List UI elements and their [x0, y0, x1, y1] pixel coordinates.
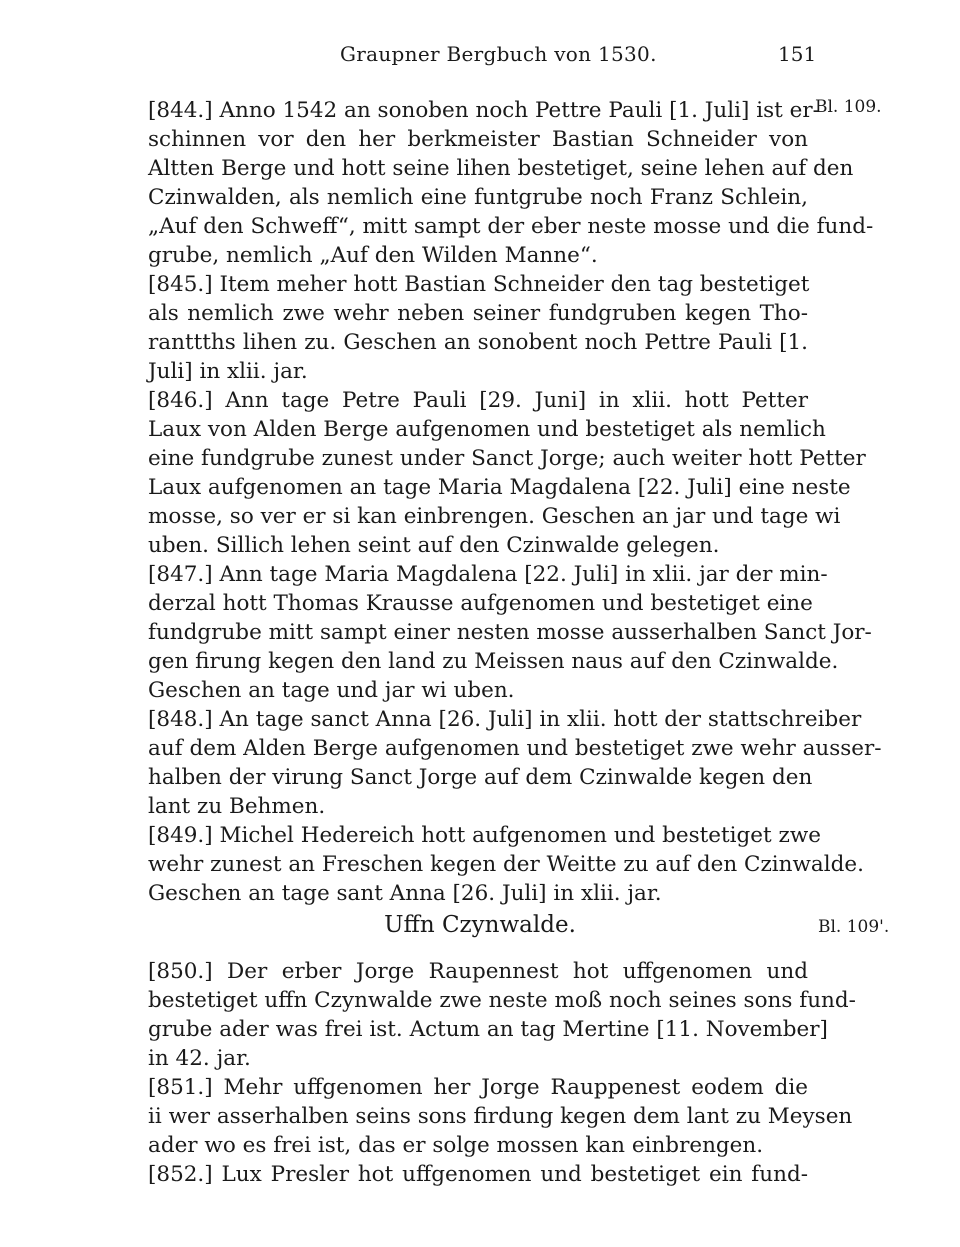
text-line: in 42. jar.	[148, 1046, 251, 1071]
text-line: als nemlich zwe wehr neben seiner fundgruben kegen Tho-	[148, 301, 808, 326]
text-line: schinnen vor den her berkmeister Bastian Schneider von	[148, 127, 808, 152]
text-line: Laux aufgenomen an tage Maria Magdalena [22. Juli] eine neste	[148, 475, 851, 500]
text-line: eine fundgrube zunest under Sanct Jorge; auch weiter hott Petter	[148, 446, 866, 471]
text-line: grube ader was frei ist. Actum an tag Mertine [11. November]	[148, 1017, 828, 1042]
text-line: ader wo es frei ist, das er solge mossen kan einbrengen.	[148, 1133, 764, 1158]
text-line: ii wer asserhalben seins sons firdung kegen dem lant zu Meysen	[148, 1104, 853, 1129]
running-head: Graupner Bergbuch von 1530.	[340, 42, 657, 66]
text-line: fundgrube mitt sampt einer nesten mosse ausserhalben Sanct Jor-	[148, 620, 872, 645]
text-line: ranttths lihen zu. Geschen an sonobent noch Pettre Pauli [1.	[148, 330, 808, 355]
text-line: Altten Berge und hott seine lihen bestetiget, seine lehen auf den	[148, 156, 854, 181]
text-line: [846.] Ann tage Petre Pauli [29. Juni] in xlii. hott Petter	[148, 388, 808, 413]
margin-note-folio-109: Bl. 109.	[815, 97, 882, 117]
text-line: derzal hott Thomas Krausse aufgenomen und bestetiget eine	[148, 591, 813, 616]
text-line: halben der virung Sanct Jorge auf dem Czinwalde kegen den	[148, 765, 813, 790]
text-line: auf dem Alden Berge aufgenomen und bestetiget zwe wehr ausser-	[148, 736, 882, 761]
text-line: [848.] An tage sanct Anna [26. Juli] in xlii. hott der stattschreiber	[148, 707, 862, 732]
text-line: [850.] Der erber Jorge Raupennest hot uffgenomen und	[148, 959, 808, 984]
page-number: 151	[778, 42, 817, 66]
text-line: „Auf den Schweff“, mitt sampt der eber neste mosse und die fund-	[148, 214, 874, 239]
text-line: uben. Sillich lehen seint auf den Czinwalde gelegen.	[148, 533, 720, 558]
text-line: wehr zunest an Freschen kegen der Weitte zu auf den Czinwalde.	[148, 852, 864, 877]
text-line: bestetiget uffn Czynwalde zwe neste moß noch seines sons fund-	[148, 988, 856, 1013]
text-line: [852.] Lux Presler hot uffgenomen und bestetiget ein fund-	[148, 1162, 808, 1187]
text-line: Czinwalden, als nemlich eine funtgrube noch Franz Schlein,	[148, 185, 808, 210]
text-line: [845.] Item meher hott Bastian Schneider den tag bestetiget	[148, 272, 810, 297]
text-line: [849.] Michel Hedereich hott aufgenomen und bestetiget zwe	[148, 823, 821, 848]
text-line: [844.] Anno 1542 an sonoben noch Pettre Pauli [1. Juli] ist er-	[148, 98, 820, 123]
text-line: grube, nemlich „Auf den Wilden Manne“.	[148, 243, 598, 268]
margin-note-folio-109-verso: Bl. 109'.	[818, 917, 890, 937]
text-line: lant zu Behmen.	[148, 794, 326, 819]
text-line: [851.] Mehr uffgenomen her Jorge Rauppenest eodem die	[148, 1075, 808, 1100]
section-heading: Uffn Czynwalde.	[384, 912, 576, 938]
text-line: gen firung kegen den land zu Meissen naus auf den Czinwalde.	[148, 649, 839, 674]
text-line: Geschen an tage und jar wi uben.	[148, 678, 515, 703]
text-line: [847.] Ann tage Maria Magdalena [22. Juli] in xlii. jar der min-	[148, 562, 828, 587]
text-line: mosse, so ver er si kan einbrengen. Geschen an jar und tage wi	[148, 504, 841, 529]
text-line: Geschen an tage sant Anna [26. Juli] in xlii. jar.	[148, 881, 662, 906]
text-line: Laux von Alden Berge aufgenomen und bestetiget als nemlich	[148, 417, 826, 442]
text-line: Juli] in xlii. jar.	[148, 359, 308, 384]
entries-850-852	[148, 957, 856, 1189]
page-header	[0, 40, 960, 70]
